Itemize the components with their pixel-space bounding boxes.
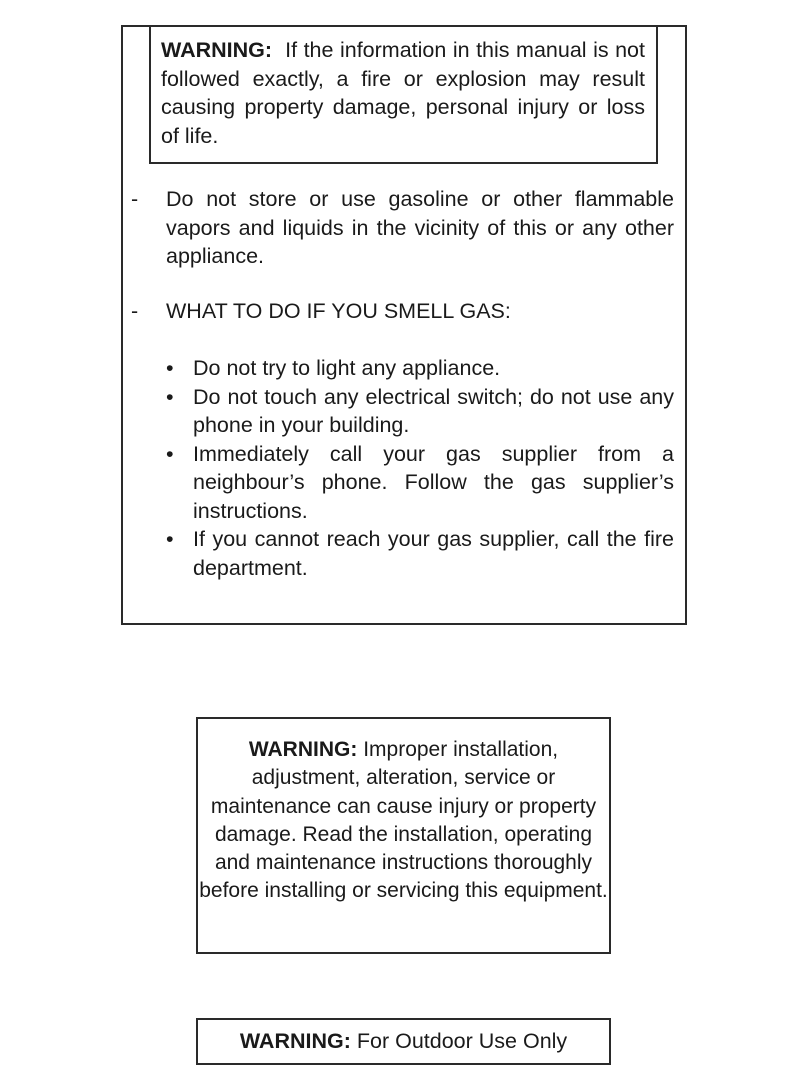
list-item-text: Immediately call your gas supplier from a neighbour’s phone. Follow the gas supplier’s instructions.: [193, 441, 674, 523]
bullet-marker: •: [166, 356, 174, 380]
dash-marker: -: [131, 187, 139, 211]
list-item: [163, 383, 674, 440]
bullet-marker: •: [166, 441, 174, 466]
warning-text: Improper installation, adjustment, alteration, service or maintenance can cause injury or property damage. Read the installation, operating and maintenance instructions thoroughly before installing or servicing this equipment.: [199, 738, 608, 903]
list-item-text: If you cannot reach your gas supplier, call the fire department.: [193, 527, 674, 580]
list-item-text: Do not try to light any appliance.: [193, 356, 501, 380]
bullet-marker: •: [166, 384, 174, 409]
warning-label: WARNING:: [161, 38, 273, 62]
outdoor-warning: [196, 1026, 611, 1056]
gas-smell-steps-list: [163, 354, 674, 582]
installation-warning: [198, 736, 609, 906]
dash-marker: -: [131, 299, 139, 323]
list-item: [163, 354, 674, 383]
fire-explosion-warning: [161, 36, 645, 150]
bullet-marker: •: [166, 527, 174, 551]
list-item: [163, 440, 674, 526]
list-item: [163, 525, 674, 582]
warning-label: WARNING:: [248, 738, 358, 761]
list-item-text: Do not touch any electrical switch; do not use any phone in your building.: [193, 384, 674, 437]
warning-label: WARNING:: [239, 1029, 351, 1053]
instruction-heading: WHAT TO DO IF YOU SMELL GAS:: [166, 299, 511, 323]
warning-text: For Outdoor Use Only: [356, 1029, 568, 1053]
instruction-text: Do not store or use gasoline or other flammable vapors and liquids in the vicinity of this or any other appliance.: [166, 187, 674, 268]
warning-text: If the information in this manual is not followed exactly, a fire or explosion may result causing property damage, personal injury or loss of life.: [161, 38, 645, 148]
